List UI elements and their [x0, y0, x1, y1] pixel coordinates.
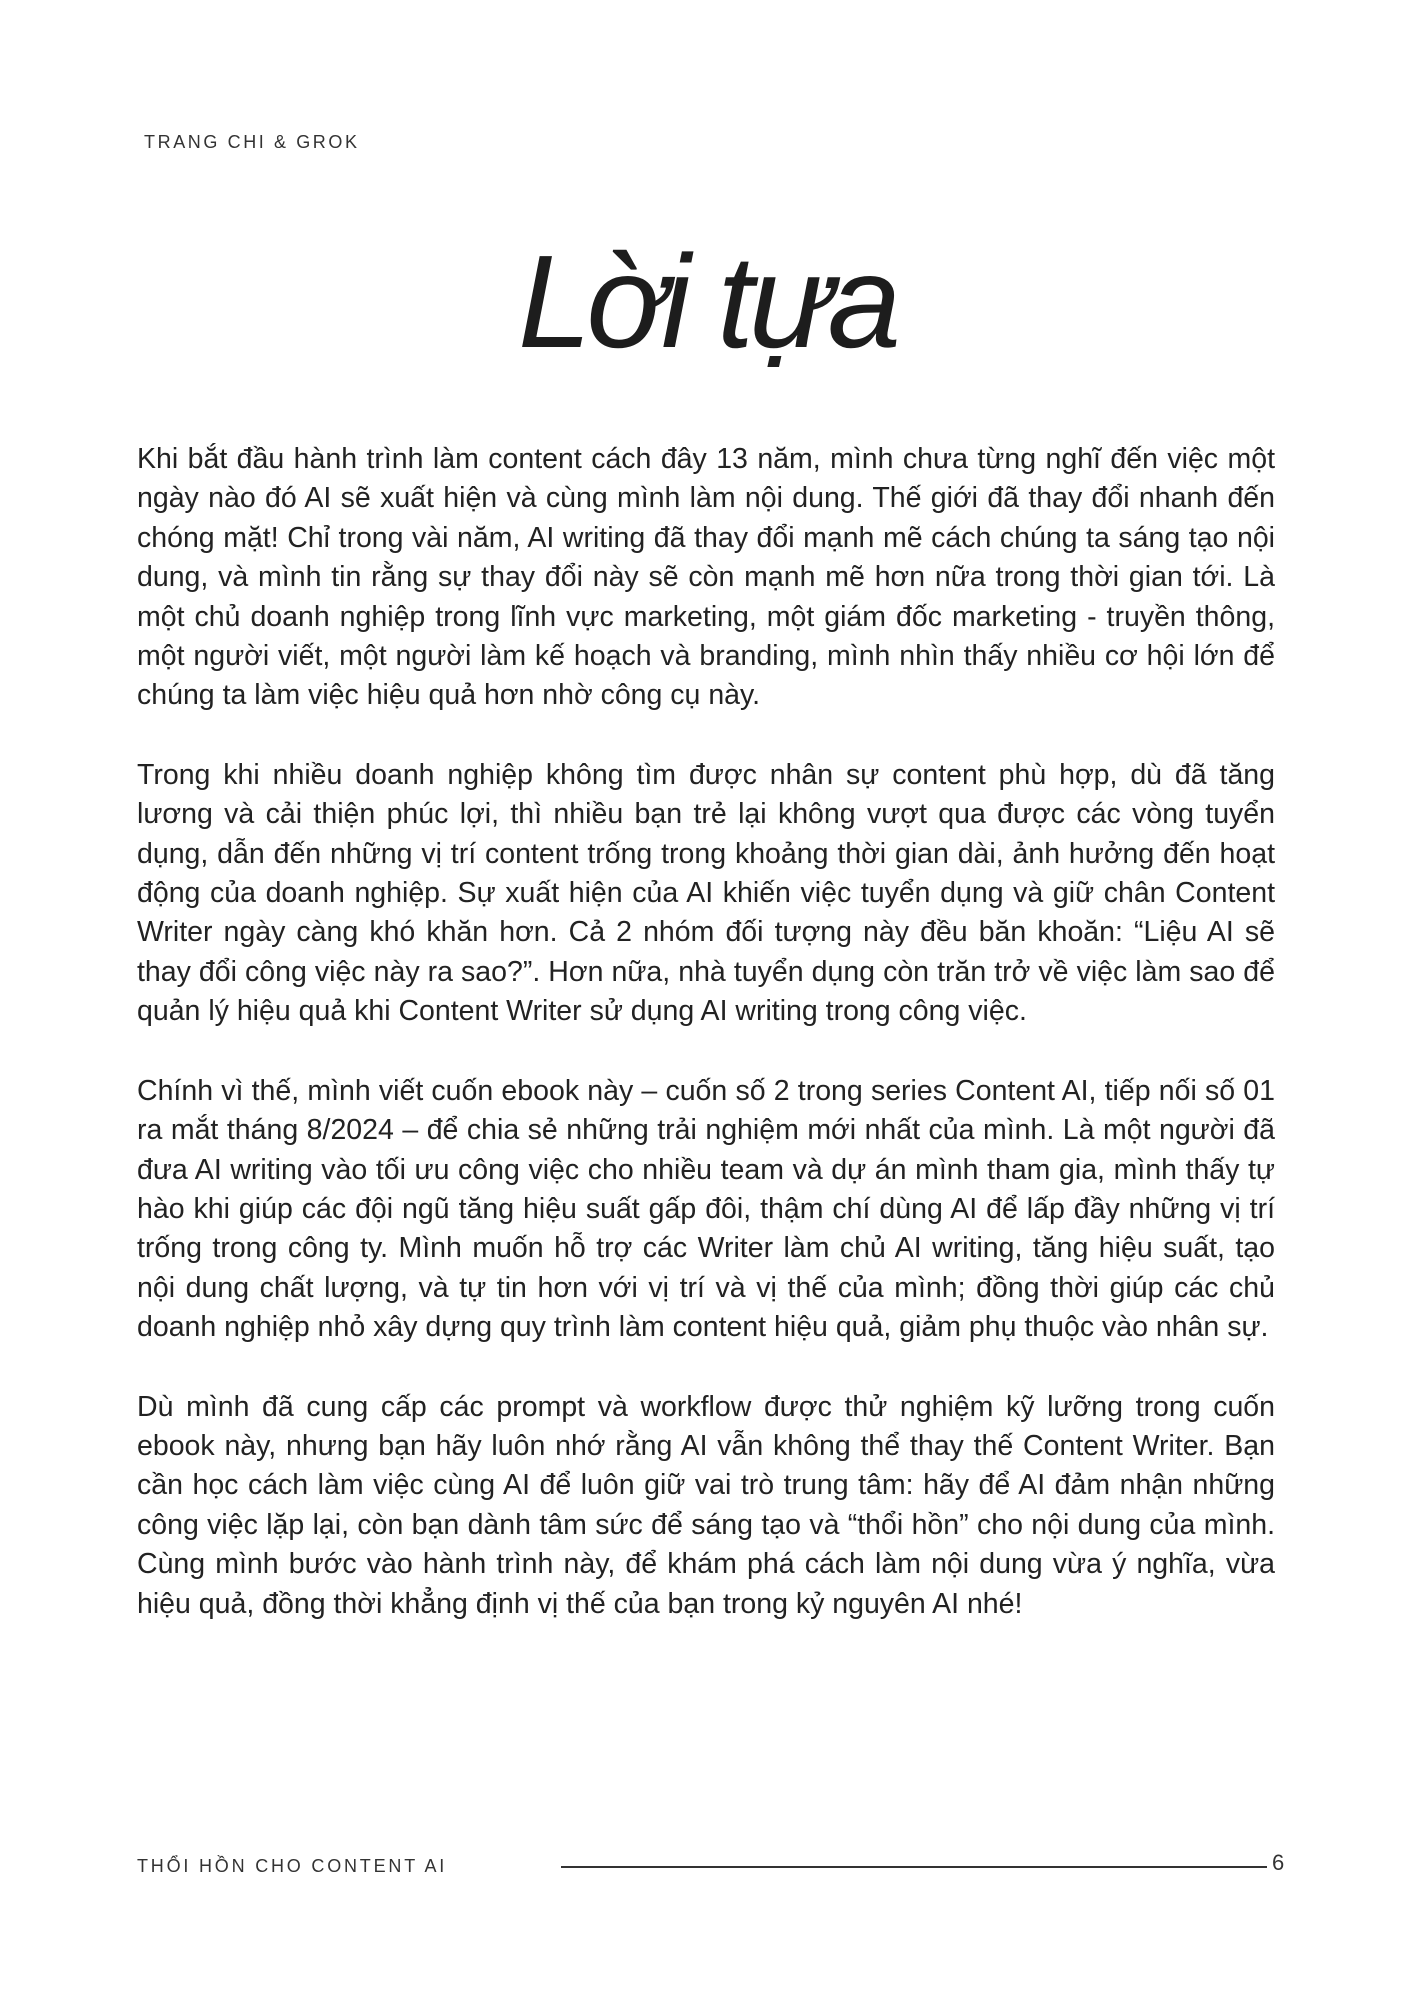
header-author: TRANG CHI & GROK [144, 132, 360, 152]
paragraph-4: Dù mình đã cung cấp các prompt và workflow được thử nghiệm kỹ lưỡng trong cuốn ebook này, nhưng bạn hãy luôn nhớ rằng AI vẫn không thể thay thế Content Writer. Bạn cần học cách làm việc cùng AI để luôn giữ vai trò trung tâm: hãy để AI đảm nhận những công việc lặp lại, còn bạn dành tâm sức để sáng tạo và “thổi hồn” cho nội dung của mình. Cùng mình bước vào hành trình này, để khám phá cách làm nội dung vừa ý nghĩa, vừa hiệu quả, đồng thời khẳng định vị thế của bạn trong kỷ nguyên AI nhé! [137, 1390, 1275, 1620]
paragraph-3: Chính vì thế, mình viết cuốn ebook này – cuốn số 2 trong series Content AI, tiếp nối số 01 ra mắt tháng 8/2024 – để chia sẻ những trải nghiệm mới nhất của mình. Là một người đã đưa AI writing vào tối ưu công việc cho nhiều team và dự án mình tham gia, mình thấy tự hào khi giúp các đội ngũ tăng hiệu suất gấp đôi, thậm chí dùng AI để lấp đầy những vị trí trống trong công ty. Mình muốn hỗ trợ các Writer làm chủ AI writing, tăng hiệu suất, tạo nội dung chất lượng, và tự tin hơn với vị trí và vị thế của mình; đồng thời giúp các chủ doanh nghiệp nhỏ xây dựng quy trình làm content hiệu quả, giảm phụ thuộc vào nhân sự. [137, 1074, 1275, 1344]
footer-book-title: THỔI HỒN CHO CONTENT AI [137, 1856, 448, 1876]
page-number: 6 [1272, 1850, 1285, 1875]
body-text [137, 440, 1275, 1664]
footer-divider [561, 1866, 1267, 1868]
paragraph-2: Trong khi nhiều doanh nghiệp không tìm được nhân sự content phù hợp, dù đã tăng lương và cải thiện phúc lợi, thì nhiều bạn trẻ lại không vượt qua được các vòng tuyển dụng, dẫn đến những vị trí content trống trong khoảng thời gian dài, ảnh hưởng đến hoạt động của doanh nghiệp. Sự xuất hiện của AI khiến việc tuyển dụng và giữ chân Content Writer ngày càng khó khăn hơn. Cả 2 nhóm đối tượng này đều băn khoăn: “Liệu AI sẽ thay đổi công việc này ra sao?”. Hơn nữa, nhà tuyển dụng còn trăn trở về việc làm sao để quản lý hiệu quả khi Content Writer sử dụng AI writing trong công việc. [137, 758, 1275, 1028]
page-title: Lời tựa [518, 228, 896, 375]
paragraph-1: Khi bắt đầu hành trình làm content cách đây 13 năm, mình chưa từng nghĩ đến việc một ngày nào đó AI sẽ xuất hiện và cùng mình làm nội dung. Thế giới đã thay đổi nhanh đến chóng mặt! Chỉ trong vài năm, AI writing đã thay đổi mạnh mẽ cách chúng ta sáng tạo nội dung, và mình tin rằng sự thay đổi này sẽ còn mạnh mẽ hơn nữa trong thời gian tới. Là một chủ doanh nghiệp trong lĩnh vực marketing, một giám đốc marketing - truyền thông, một người viết, một người làm kế hoạch và branding, mình nhìn thấy nhiều cơ hội lớn để chúng ta làm việc hiệu quả hơn nhờ công cụ này. [137, 443, 1275, 712]
